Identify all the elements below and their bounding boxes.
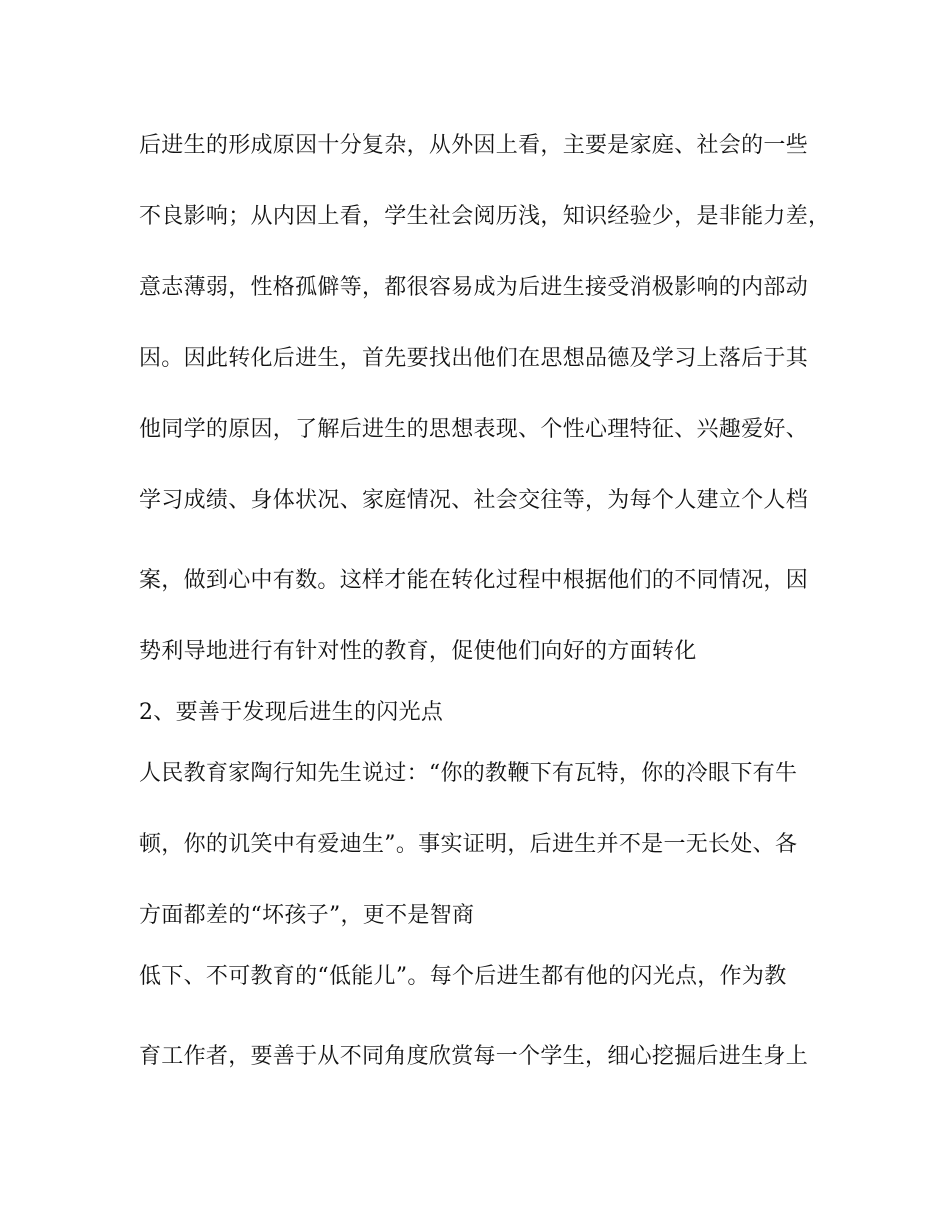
paragraph-line: 人民教育家陶行知先生说过：“你的教鞭下有瓦特，你的冷眼下有牛 <box>139 761 798 786</box>
paragraph-line: 育工作者，要善于从不同角度欣赏每一个学生，细心挖掘后进生身上 <box>139 1044 809 1069</box>
paragraph-line: 顿，你的讥笑中有爱迪生”。事实证明，后进生并不是一无长处、各 <box>139 832 798 857</box>
paragraph-line: 后进生的形成原因十分复杂，从外因上看，主要是家庭、社会的一些 <box>139 133 809 158</box>
paragraph-line: 不良影响；从内因上看，学生社会阅历浅，知识经验少，是非能力差， <box>139 204 831 229</box>
paragraph-line: 学习成绩、身体状况、家庭情况、社会交往等，为每个人建立个人档 <box>139 488 809 513</box>
paragraph-line: 方面都差的“坏孩子”，更不是智商 <box>139 903 475 928</box>
paragraph-line: 案，做到心中有数。这样才能在转化过程中根据他们的不同情况，因 <box>139 568 809 593</box>
paragraph-line: 低下、不可教育的“低能儿”。每个后进生都有他的闪光点，作为教 <box>139 964 787 989</box>
paragraph-line: 意志薄弱，性格孤僻等，都很容易成为后进生接受消极影响的内部动 <box>139 275 809 300</box>
paragraph-line: 因。因此转化后进生，首先要找出他们在思想品德及学习上落后于其 <box>139 346 809 371</box>
section-heading: 2、要善于发现后进生的闪光点 <box>139 700 444 725</box>
paragraph-line: 他同学的原因，了解后进生的思想表现、个性心理特征、兴趣爱好、 <box>139 417 809 442</box>
paragraph-line: 势利导地进行有针对性的教育，促使他们向好的方面转化 <box>139 639 697 664</box>
